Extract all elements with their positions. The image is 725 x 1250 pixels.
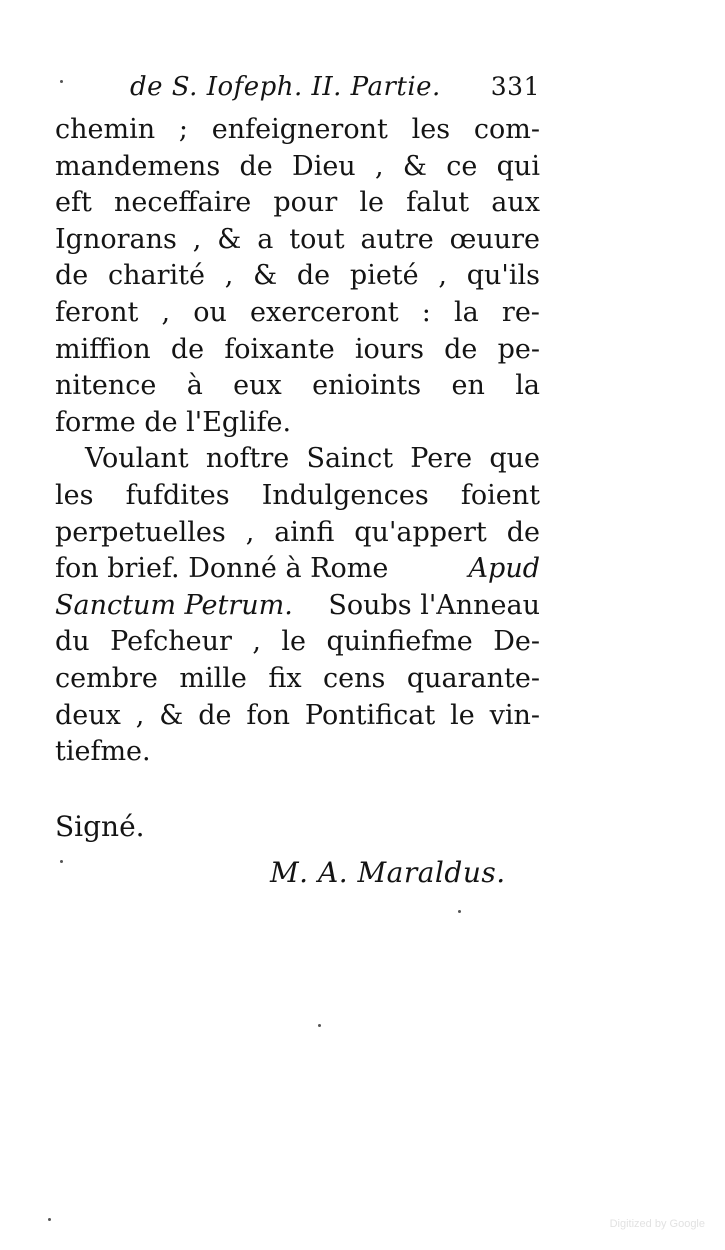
word: qu'ils [466,260,540,292]
word: com- [473,114,540,145]
word: qui [496,150,540,182]
word: eft [55,187,92,219]
word: pieté [349,260,419,292]
word: à [186,370,203,402]
text-line [55,441,540,478]
text-line [55,149,540,186]
text-line [55,624,540,661]
word: de [55,260,89,292]
text-line: forme de l'Eglife. [55,406,292,438]
ink-speck [60,80,63,83]
word: cens [323,662,386,694]
word: Pefcheur [110,626,232,658]
word: , [192,223,202,255]
word: vin- [489,699,540,731]
word: noftre [205,443,290,475]
word: neceffaire [113,187,252,219]
word: de [239,150,273,182]
digitization-watermark: Digitized by Google [609,1218,705,1230]
signature-name: M. A. Maraldus. [270,856,506,889]
word: ce [446,150,478,182]
word: le [281,626,307,658]
word: de [296,260,331,292]
word: enfeigneront [211,114,388,145]
word: : [421,296,431,328]
word: eux [233,370,282,402]
word: foient [460,479,540,511]
ink-speck [318,1024,321,1027]
word: les [55,479,94,511]
latin-phrase: Sanctum Petrum. [55,589,293,621]
running-title: de S. Iofeph. II. Partie. [130,72,441,102]
latin-phrase: Apud [468,553,540,585]
word: , [252,626,261,658]
word: Voulant [85,443,189,475]
word: ainfi [274,516,335,548]
text-fragment: fon brief. Donné à Rome [55,553,389,585]
text-line [55,588,540,625]
word: Pere [410,443,473,475]
word: De- [493,626,540,658]
word: la [515,370,540,402]
word: mandemens [55,150,221,182]
word: fufdites [125,479,230,511]
word: , [135,699,145,731]
word: nitence [55,370,157,402]
word: la [454,296,479,328]
word: en [451,370,485,402]
word: miffion [55,333,151,365]
text-line [55,295,540,332]
text-line [55,332,540,369]
main-text [55,112,540,771]
word: autre [360,223,434,255]
text-line [55,478,540,515]
word: Pontificat [304,699,436,731]
word: , [161,296,171,328]
word: perpetuelles [55,516,226,548]
word: & [402,150,427,182]
word: de [198,699,232,731]
word: de [444,333,478,365]
word: Ignorans [55,223,177,255]
text-line [55,661,540,698]
text-line [55,185,540,222]
word: fon [246,699,290,731]
word: qu'appert [354,516,487,548]
text-line [55,698,540,735]
word: Indulgences [261,479,429,511]
word: pe- [497,333,540,365]
text-line [55,368,540,405]
ink-speck [60,860,63,863]
word: , [438,260,447,292]
word: Sainct [306,443,394,475]
ink-speck [48,1218,51,1221]
word: œuure [449,223,540,255]
word: , [224,260,234,292]
word: mille [179,662,247,694]
word: falut [406,187,470,219]
word: ou [193,296,227,328]
text-line: tiefme. [55,736,151,768]
word: aux [491,187,540,219]
word: pour [273,187,338,219]
signed-label: Signé. [55,810,145,843]
word: de [506,516,540,548]
word: & [159,699,184,731]
word: , [245,516,255,548]
word: le [359,187,384,219]
text-fragment: Soubs l'Anneau [328,589,540,621]
word: cembre [55,662,158,694]
word: iours [354,333,424,365]
text-line [55,551,540,588]
text-line [55,515,540,552]
word: fix [268,662,302,694]
text-line [55,222,540,259]
word: charité [108,260,205,292]
word: enioints [312,370,422,402]
word: que [489,443,540,475]
running-header [130,72,540,102]
word: les [411,114,451,145]
word: quinfiefme [326,626,473,658]
word: a [257,223,274,255]
word: ; [178,114,189,145]
word: le [450,699,475,731]
word: & [217,223,242,255]
page-number: 331 [490,72,540,101]
word: chemin [55,114,156,145]
word: & [253,260,278,292]
word: , [375,150,384,182]
word: deux [55,699,121,731]
text-line [55,258,540,295]
word: tout [289,223,345,255]
word: feront [55,296,139,328]
ink-speck [458,910,461,913]
word: foixante [224,333,335,365]
text-line [55,112,540,149]
word: de [170,333,205,365]
word: re- [501,296,540,328]
word: du [55,626,90,658]
word: Dieu [292,150,356,182]
word: exerceront [250,296,399,328]
word: quarante- [406,662,540,694]
